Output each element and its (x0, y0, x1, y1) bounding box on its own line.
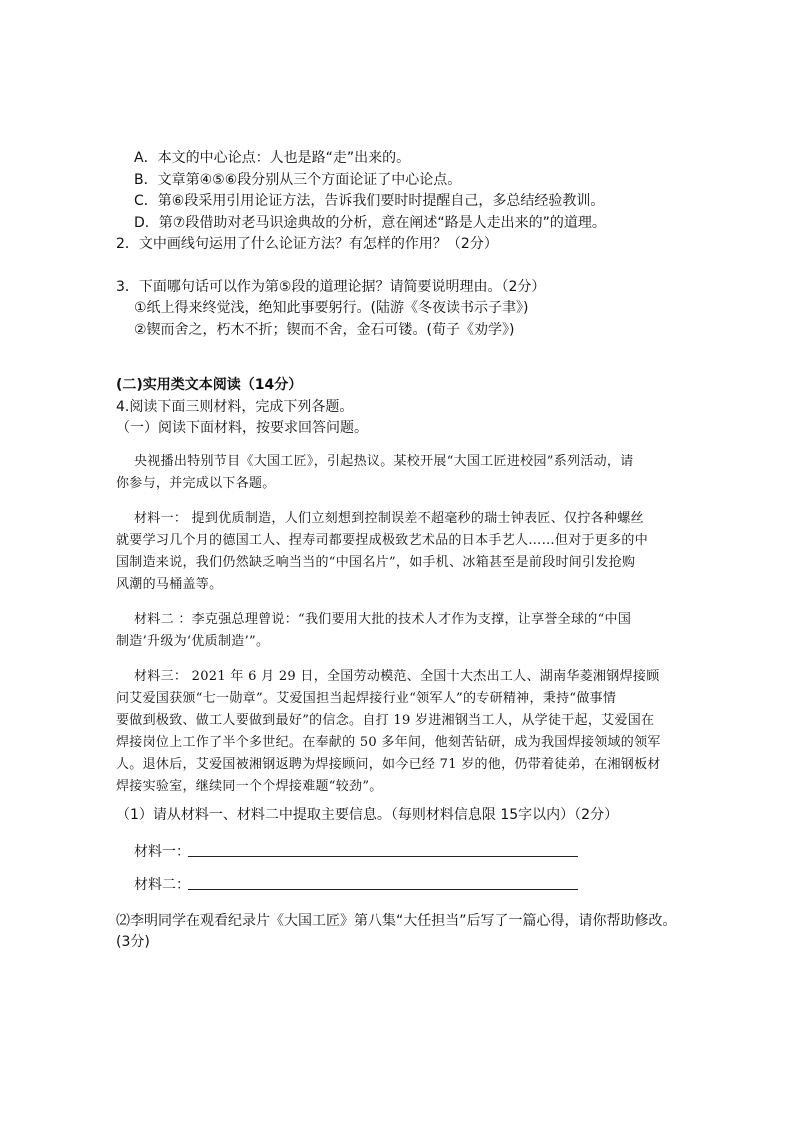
material-3-line: 焊接岗位上工作了半个多世纪。在奉献的 50 多年间，他刻苦钻研，成为我国焊接领域的领军 (116, 735, 661, 750)
sub-question-2-score: (3分) (116, 934, 150, 950)
q3-quote-2: ②锲而舍之，朽木不折；锲而不舍，金石可镂。(荀子《劝学》) (134, 322, 515, 338)
sub-question-1: （1）请从材料一、材料二中提取主要信息。（每则材料信息限 15字以内）（2分） (116, 807, 619, 823)
answer-label-2: 材料二： (134, 877, 190, 893)
material-3-line: 材料三： 2021 年 6 月 29 日，全国劳动模范、全国十大杰出工人、湖南华菱湘钢焊接顾 (134, 669, 660, 684)
answer-blank-1[interactable] (188, 856, 578, 857)
section-heading: (二)实用类文本阅读（14分） (116, 377, 303, 393)
q2-text: 2．文中画线句运用了什么论证方法？有怎样的作用？（2分） (116, 236, 498, 252)
material-1-line: 材料一： 提到优质制造，人们立刻想到控制误差不超毫秒的瑞士钟表匠、仅拧各种螺丝 (134, 511, 644, 526)
passage-intro-line: 央视播出特别节目《大国工匠》，引起热议。某校开展“大国工匠进校园”系列活动，请 (134, 454, 634, 469)
material-1-line: 国制造来说，我们仍然缺乏响当当的“中国名片”，如手机、冰箱甚至是前段时间引发抢购 (116, 555, 636, 570)
material-1-line: 就要学习几个月的德国工人、捏寿司都要捏成极致艺术品的日本手艺人……但对于更多的中 (116, 533, 649, 548)
sub-intro: （一）阅读下面材料，按要求回答问题。 (116, 420, 368, 436)
material-2-line: 材料二 ：李克强总理曾说：“我们要用大批的技术人才作为支撑，让享誉全球的“中国 (134, 612, 632, 627)
answer-label-1: 材料一： (134, 844, 190, 860)
q1-option-d: D．第⑦段借助对老马识途典故的分析，意在阐述“路是人走出来的”的道理。 (134, 215, 606, 231)
q1-option-a: A．本文的中心论点：人也是路“走”出来的。 (134, 150, 411, 166)
material-1-line: 风潮的马桶盖等。 (116, 577, 223, 592)
material-2-line: 制造’升级为‘优质制造’”。 (116, 634, 270, 649)
material-3-line: 要做到极致、做工人要做到最好”的信念。自打 19 岁进湘钢当工人，从学徒干起，艾爱国在 (116, 713, 655, 728)
answer-blank-2[interactable] (188, 889, 578, 890)
material-3-line: 问艾爱国获颁“七一勋章”。艾爱国担当起焊接行业“领军人”的专研精神，秉持“做事情 (116, 691, 617, 706)
q4-text: 4.阅读下面三则材料，完成下列各题。 (116, 399, 354, 415)
material-3-line: 焊接实验室，继续同一个个焊接难题“较劲”。 (116, 779, 383, 794)
q1-option-c: C．第⑥段采用引用论证方法，告诉我们要时时提醒自己，多总结经验教训。 (134, 193, 605, 209)
q3-text: 3．下面哪句话可以作为第⑤段的道理论据？请简要说明理由。（2分） (116, 279, 546, 295)
passage-intro-line: 你参与，并完成以下各题。 (116, 476, 276, 491)
q3-quote-1: ①纸上得来终觉浅，绝知此事要躬行。(陆游《冬夜读书示子聿》) (134, 300, 529, 316)
sub-question-2: ⑵李明同学在观看纪录片《大国工匠》第八集“大任担当”后写了一篇心得，请你帮助修改。 (116, 913, 677, 929)
material-3-line: 人。退休后，艾爱国被湘钢返聘为焊接顾问，如今已经 71 岁的他，仍带着徒弟，在湘钢板材 (116, 757, 661, 772)
q1-option-b: B．文章第④⑤⑥段分别从三个方面论证了中心论点。 (134, 172, 462, 188)
